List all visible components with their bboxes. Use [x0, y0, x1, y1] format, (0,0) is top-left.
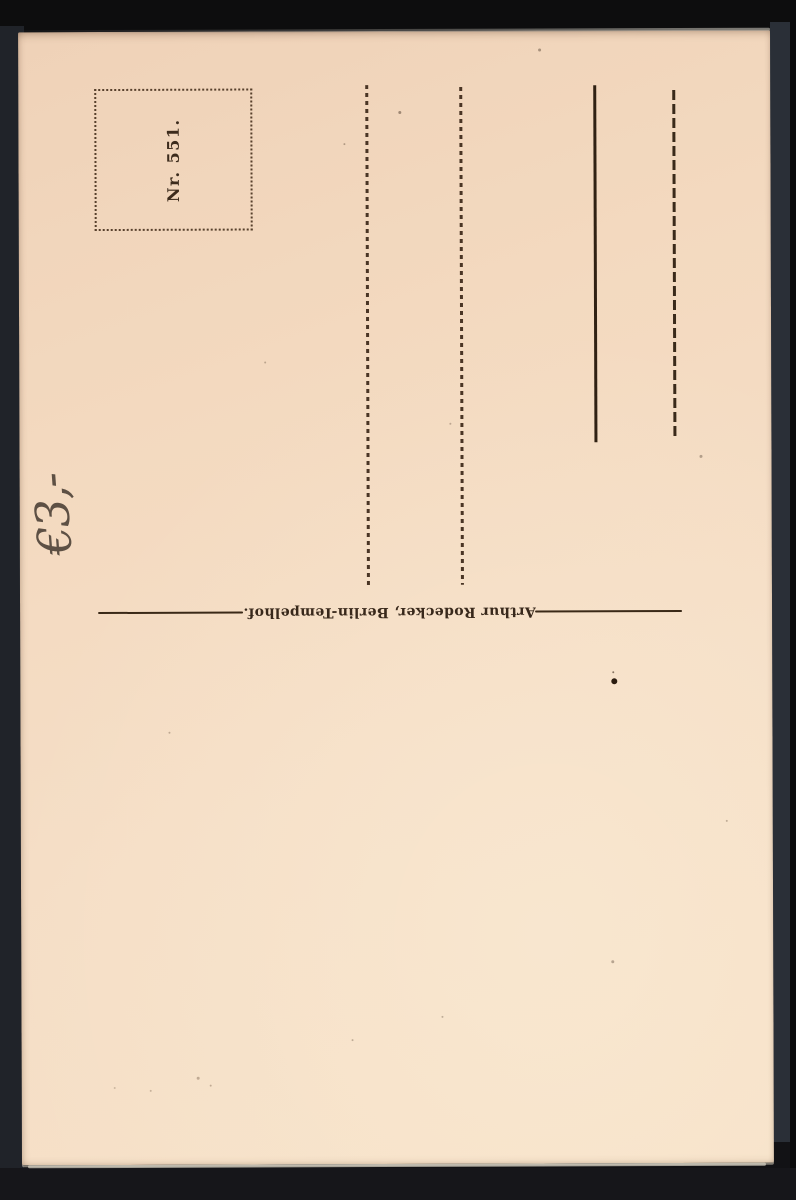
address-divider-solid — [593, 85, 597, 442]
dust-speck — [114, 1087, 116, 1089]
stamp-box — [94, 88, 252, 231]
address-divider-dotted-2 — [459, 87, 464, 585]
ink-speck — [611, 678, 617, 684]
dust-speck — [441, 1016, 443, 1018]
publisher-rule-left — [98, 612, 243, 615]
scan-background-far-right — [790, 0, 796, 1200]
scan-background-top — [0, 0, 796, 30]
dust-speck — [352, 1039, 354, 1041]
publisher-imprint-row — [98, 602, 682, 622]
handwritten-price: €3,- — [22, 472, 83, 557]
address-divider-dashed — [672, 90, 676, 436]
dust-speck — [612, 671, 614, 673]
stamp-box-number: Nr. 551. — [163, 117, 184, 202]
dust-speck — [538, 48, 541, 51]
postcard-back — [18, 30, 774, 1166]
scan-background-bottom — [0, 1168, 796, 1200]
dust-speck — [150, 1090, 152, 1092]
dust-speck — [210, 1085, 212, 1087]
dust-speck — [168, 732, 170, 734]
dust-speck — [398, 111, 401, 114]
dust-speck — [449, 423, 451, 425]
publisher-rule-right — [535, 610, 682, 613]
dust-speck — [700, 455, 703, 458]
dust-speck — [197, 1077, 200, 1080]
dust-speck — [264, 361, 266, 363]
dust-speck — [611, 960, 614, 963]
address-divider-dotted-1 — [365, 85, 370, 587]
dust-speck — [343, 143, 345, 145]
dust-speck — [726, 820, 728, 822]
publisher-imprint-text: Arthur Rodecker, Berlin-Tempelhof. — [242, 603, 536, 621]
